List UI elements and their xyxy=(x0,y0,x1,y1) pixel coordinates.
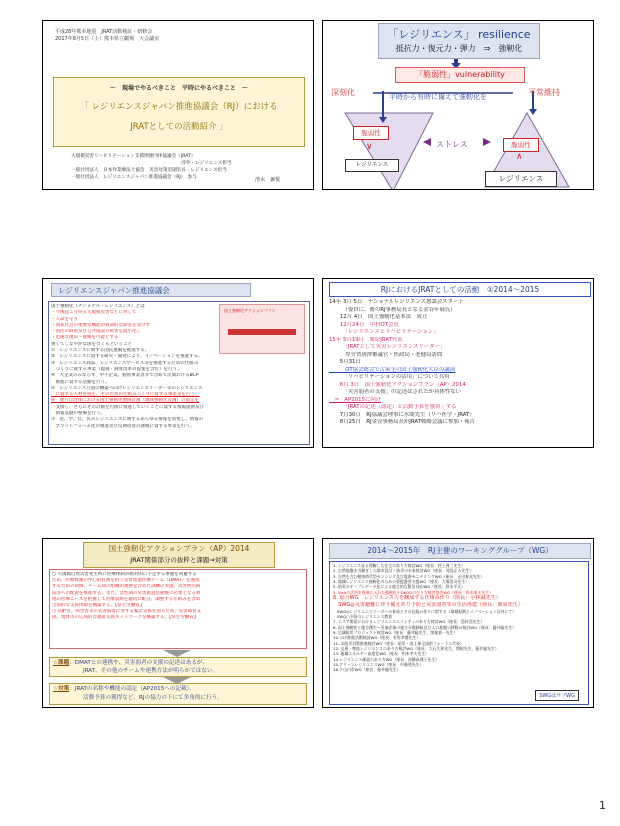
issue-text: ：DMATとの連携や、災害弱者の支援の記述はあるが、 xyxy=(69,660,209,666)
arrow-right-icon xyxy=(483,138,491,146)
text-line: 「JRATの記述（認定）と活動予算を獲得」する xyxy=(329,404,457,410)
text-line: 厚労省唐澤審議官・医政局・老健局訪問 xyxy=(329,351,443,358)
text-line: ・人命を守り xyxy=(51,316,78,322)
title-main-line2: JRATとしての活動紹介 」 xyxy=(130,122,228,132)
text-line: 「リハビリテーションの活用」について共有 xyxy=(329,374,450,380)
title-box xyxy=(53,77,305,147)
text-line: 9. 広域防災プロジェクト検討WG（座長：藤井聡先生、関根真一先生） xyxy=(333,630,458,636)
action-plan-diagram xyxy=(219,304,305,354)
page-number: 1 xyxy=(599,799,606,812)
activity-timeline xyxy=(329,299,589,427)
greater-than-symbol: ∧ xyxy=(516,152,523,162)
text-line: 地の医療ニーズを把握して医療資源を適切に配分、調整する仕組みを含め xyxy=(52,596,201,602)
text-line: 12月 4日 国土強靭化基本法 成立 xyxy=(329,314,428,320)
text-line: ・国家社会の重要な機能が致命的な障害を受けず xyxy=(51,322,150,328)
working-group-list xyxy=(329,561,589,705)
measure-box xyxy=(49,683,307,705)
text-line: 情報基盤の整備を行う。 xyxy=(51,411,105,417)
title-main-line1: 「 レジリエンスジャパン推進協議会（RJ）における xyxy=(80,102,278,112)
resilience-box xyxy=(378,23,540,59)
text-line: ・今後起こり得る大規模災害などに対して xyxy=(51,310,137,316)
text-line: 推進に資する活動を行う。 xyxy=(51,379,110,385)
text-line: 「災害弱者の支援」の記述はされたが具体性ない xyxy=(329,389,462,395)
text-line: 5. Visitの活用を推進に入れた強靭化やDKODの在り方検討協会WG（座長：鈴木康夫先生） xyxy=(333,589,493,595)
text-line: 16.ケ山川市WG（座長：藤井聡先生） xyxy=(333,667,401,673)
text-line: ⑥ 地方自治体における国土強靭化地域計画（地域強靭化計画）の策定を xyxy=(51,398,200,404)
text-line: ② レジリエンスに資する研究・開発により、イノベーションを推進する。 xyxy=(51,354,203,360)
normal-maintenance-label: 平常維持 xyxy=(528,88,560,97)
text-line: 「レジリエンスとリハビリテーション」 xyxy=(329,329,439,335)
text-line: ○ 大規模自然災害発生時に医療体制が絶対的に不足する事態を回避する xyxy=(52,572,197,577)
slide-title-box xyxy=(83,542,275,568)
vulnerability-box: 「脆弱性」vulnerability xyxy=(395,67,525,83)
text-line: プラットフォーム化の推進及び反関役者の課税に資する事業を行う。 xyxy=(51,423,195,429)
text-line: 12. 交通・物流レジリエンスのあり方検討WG（座長：大石久和先生、関根先生、藤井聡先生） xyxy=(333,646,499,652)
text-line: SWG◎レジリエンスリーダーの育成とその仕組み作りに関する（地域振興とイノベーション以外にて） xyxy=(333,608,517,614)
issue-box xyxy=(49,657,307,677)
slide-2-resilience xyxy=(322,20,594,190)
slide-title: 国土強靭化アクションプラン（AP）2014 xyxy=(108,544,250,553)
text-line: 13. 地域エネルギー高度化WG（座長：柏木孝夫先生） xyxy=(333,651,429,657)
text-line: 11. 水防災対策推進検討WG（座長：防災・国土保全技術フォーラム代表） xyxy=(333,640,464,646)
text-line: 8月25日 RJ金谷事務局長がJRAT戦略会議に参加・報告 xyxy=(329,419,475,425)
text-line: ため、医療救護の中心的役割を担う災害派遣医療チーム（DMAT）を養成 xyxy=(52,578,200,584)
text-line: 4. 地域レジリエンス強靭化のための要援護者支援WG（座長：大塚浩司先生） xyxy=(333,579,470,585)
deepening-label: 深刻化 xyxy=(331,88,355,97)
text-line: 全国的な支援体制を構築する。【厚生労働省】 xyxy=(52,603,145,609)
issue-text-2: JRAT、その他のチームや連携方法が明らかではない。 xyxy=(83,668,219,674)
text-line: 1. レジリエンス見る理解した住宅のあり方検討WG（座長：村上周三先生） xyxy=(333,563,466,568)
issue-label: ☆課題 xyxy=(53,660,70,666)
fragility-left: 脆弱性 xyxy=(353,126,389,140)
text-line: ⇒ AP2015に向け xyxy=(329,396,382,403)
text-line: 10. CLT推進活動検討WG（座長：有馬孝禮先生） xyxy=(333,635,421,641)
text-line: 支援し、さらにその計画を円滑に推進していくことに資する情報提供及び xyxy=(51,404,204,410)
diagram-bar xyxy=(228,329,296,335)
text-line: ⑦ 産、学、官、民のレジリエンスに関するあらゆる情報を収集し、情報の xyxy=(51,417,204,423)
text-line: （委員に、後のRJ事務局長となる金谷年展氏） xyxy=(329,306,456,313)
presenter-affiliations: 大規模災害リハビリテーション支援関連団体協議会（JRAT） 渉外・レジリエンス担当 一般社団法人 日本作業療法士協会 災害対策室副室長・レジリエンス担当 一般社団法人 レジリエンスジャパン推進協議会（RJ） 参与 xyxy=(71,154,232,180)
text-line: 院等への配置を推進する。また、急性期の災害派遣活動後に必要となる被 xyxy=(52,590,201,596)
text-line: に資する人材育成を、そのための仕組みづくりに資する事業等を行う。 xyxy=(51,392,200,398)
text-line: 7. エリア開発におけるレジリエンスエコシティのあり方検討WG（座長：島村浩先生） xyxy=(333,619,485,625)
text-line: 2. 自然地盤を引継ぎした都市設計・防災の未来検討WG（座長：尾島正人先生） xyxy=(333,568,474,574)
measure-text-2: 活動予算の獲得など、RJの協力の下にて多角的に行う。 xyxy=(83,694,223,701)
text-line: 国土強靭化（ナショナル・レジリエンス）とは xyxy=(51,304,145,309)
inverted-triangle xyxy=(345,113,433,190)
text-line: 6月 3日 国土強靭化アクションプラン（AP）2014 xyxy=(329,381,466,388)
text-line: 14年 3月 5日 ナショナルレジリエンス懇談会スタート xyxy=(329,299,464,305)
resilience-title: 「レジリエンス」 resilience xyxy=(387,28,531,41)
text-line: SWG○予防のレジリエンス教育 xyxy=(333,614,393,619)
text-line: ・国民の財産及び公共施設の被害を最小化し xyxy=(51,329,141,335)
text-line: 3. 自然を含む健康時代型センシング及び電源モニタリングWG（座長：正田春光先生） xyxy=(333,573,485,579)
text-line: 5. 防災のオープンデータ化による総合的な緊急対応WG（座長：鈴木平氏） xyxy=(333,584,466,590)
text-line: ⑤ レジリエンス立国の構築へ向けレジリエンスリーダー等のレジリエンス xyxy=(51,385,203,391)
slide-3-rj-overview xyxy=(42,278,314,448)
preparedness-label: 平時から有時に備えて強靭化を xyxy=(389,93,487,101)
slide-title: RJにおけるJRATとしての活動 ①2014～2015 xyxy=(329,282,591,297)
rj-description xyxy=(48,301,310,445)
action-plan-excerpt xyxy=(49,569,307,649)
slide-title: レジリエンスジャパン推進協議会 xyxy=(51,283,251,297)
text-line: 7月30日 RJ協議会理事に水間先生（リハ医学・JRAT） xyxy=(329,411,475,418)
slide-5-action-plan xyxy=(42,538,314,708)
swg-badge: SWGはサブWG xyxy=(535,690,579,701)
resilience-large: レジリエンス xyxy=(485,171,557,187)
resilience-small: レジリエンス xyxy=(345,159,399,172)
stress-label: ストレス xyxy=(436,140,468,149)
slide-title: 2014～2015年 RJ主催のワーキンググループ（WG） xyxy=(329,543,591,559)
text-line: 8. 国土強靭化と地方創生～災禍企業の地方分散移転及び人口基盤の移動の検討WG（座長：藤井聡先生） xyxy=(333,624,516,630)
text-line: 15年 5月19日 栗原JRAT代表 xyxy=(329,336,403,343)
text-line: 6. 総合WG レジリエンス力を醸成する仕組み作り（座長：小林誠先生） xyxy=(333,595,501,602)
less-than-symbol: ∨ xyxy=(366,142,373,152)
text-line: ① レジリエンスに関する国民運動を推進する。 xyxy=(51,348,150,354)
resilience-subtitle: 抵抗力・復元力・弾力 ⇒ 強靭化 xyxy=(395,44,523,53)
slide-6-working-groups xyxy=(322,538,594,708)
slide-1-title xyxy=(42,20,314,190)
text-line: ③ レジリエンス商品、レジリエンスサービス等を推進するための仕組み xyxy=(51,360,199,366)
slide-4-activities xyxy=(322,278,594,448)
text-line: 12月24日 中村OT会長 xyxy=(329,321,399,328)
title-subline: ～ 現場でやるべきこと 平時にやるべきこと ～ xyxy=(109,85,248,92)
slide-subtitle: JRAT関係部分の抜粋と課題⇒対策 xyxy=(130,556,228,564)
text-line: づくりに資する事業（規制・制度改革の提案を含む）を行う。 xyxy=(51,366,182,372)
text-line: 15.グリーンレジリエンスWG（座長：中静透先生） xyxy=(333,662,424,668)
down-arrow-icon xyxy=(163,650,191,657)
text-line: ・迅速な復旧・復興を可能とする xyxy=(51,335,119,341)
text-line: 5月31日 xyxy=(329,359,361,365)
presenter-name: 清水 兼悦 xyxy=(255,177,281,183)
text-line: 14.レジリエンス確認のあり方WG（座長：西郷真理子先生） xyxy=(333,656,440,662)
measure-label: ☆対策 xyxy=(53,686,70,692)
text-line: 強くてしなやかな国をつくるということ xyxy=(51,341,132,347)
event-header: 平成28年熊本地震 JRAT活動検証・研修会 2017年8月5日（土）熊本県立劇場 大会議室 xyxy=(55,29,160,42)
text-line: ○ 高齢者、障害者等の災害弱者に対する緊急支援を図るため、災害福祉支 xyxy=(52,609,202,615)
text-line: ④ 大企業のみならず、中小企業、個別事業者まで含めて民間おけるBCP xyxy=(51,373,199,379)
text-line: するための研修、チーム間の組織的連携を含めた訓練の実施、災害拠点病 xyxy=(52,584,201,590)
arrow-left-icon xyxy=(423,138,431,146)
text-line: 「JRATとして災害レジリエンスリーダー」 xyxy=(329,344,446,350)
measure-text: ：JRATの名称や機能の認定（AP2015への記載）、 xyxy=(69,686,196,692)
text-line: 援、現体等の広域的な福祉支援ネットワークを構築する。【厚生労働省】 xyxy=(52,615,199,621)
diagram-title: 国土強靭化アクションプラン xyxy=(224,308,276,313)
text-line: SWG◎災害避難に伴う備えあり予防と災害弱者等の生活再建（座長：栗原先生） xyxy=(333,601,523,608)
text-line: OT協会総会で古屋圭司国土強靭化大臣の講演 xyxy=(329,366,456,373)
fragility-right: 脆弱性 xyxy=(503,138,539,152)
